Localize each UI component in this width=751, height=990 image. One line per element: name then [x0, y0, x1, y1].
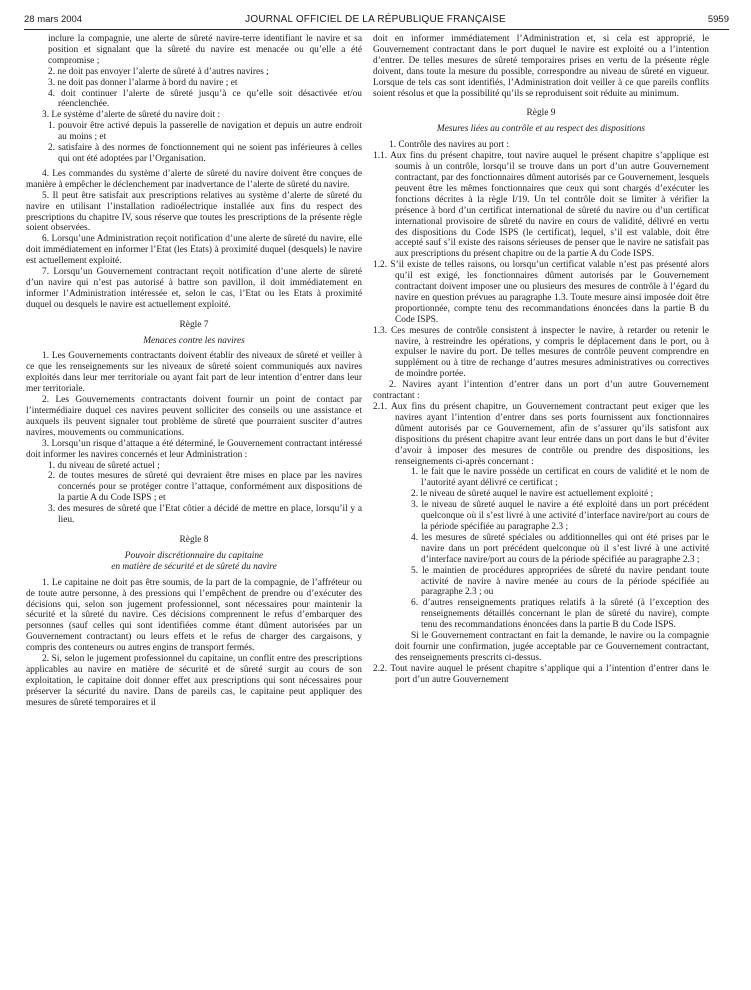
rule-9-subheading: Mesures liées au contrôle et au respect des dispositions — [436, 124, 646, 135]
list-item: 4. les mesures de sûreté spéciales ou additionnelles qui ont été prises par le navire dans un port précédent quelconque où il s’est livré à une activité d’interface navire/port au cours de la période spécifiée au paragraphe 2.3 ; — [411, 532, 709, 565]
list-item: 6. d’autres renseignements pratiques relatifs à la sûreté (à l’exception des renseignements détaillés concernant le plan de sûreté du navire), compte tenu des recommandations énoncées dans la partie B du Code ISPS. — [411, 598, 709, 631]
rule-7-subheading: Menaces contre les navires — [143, 335, 245, 346]
rule-8-subheading: Pouvoir discrétionnaire du capitaine — [124, 550, 264, 561]
list-item: 3. ne doit pas donner l’alarme à bord du navire ; et — [48, 77, 238, 88]
numbered-paragraph: 1.3. Ces mesures de contrôle consistent à inspecter le navire, à retarder ou retenir le navire, à restreindre les opérations, y compris le déplacement dans le port, ou à expulser le navire du port. De telles mesures de contrôle peuvent comprendre en supplément ou à titre de rechange d’autres mesures administratives ou correctives de moindre portée. — [373, 325, 709, 380]
paragraph: inclure la compagnie, une alerte de sûreté navire-terre identifiant le navire et sa position et signalant que la sûreté du navire est menacée ou qu’elle a été compromise ; — [48, 34, 362, 66]
header-rule — [24, 29, 729, 30]
list-item: 2. ne doit pas envoyer l’alerte de sûreté à d’autres navires ; — [48, 66, 269, 77]
header-date: 28 mars 2004 — [24, 14, 83, 25]
paragraph: Si le Gouvernement contractant en fait la demande, le navire ou la compagnie doit fournir une confirmation, jugée acceptable par ce Gouvernement contractant, des renseignements prescrits ci-dessus. — [395, 631, 709, 663]
right-column — [373, 34, 709, 686]
list-item: 4. doit continuer l’alerte de sûreté jusqu’à ce qu’elle soit désactivée et/ou réenclenchée. — [48, 88, 362, 110]
list-item: 3. le niveau de sûreté auquel le navire a été exploité dans un port précédent quelconque où il s’est livré à une activité d’interface navire/port au cours de la période spécifiée au paragraphe 2.3 ; — [411, 500, 709, 532]
list-item: 2. de toutes mesures de sûreté qui devraient être mises en place par les navires concernés pour se protéger contre l’attaque, conformément aux dispositions de la partie A du Code ISPS ; et — [48, 471, 362, 504]
paragraph: 2. Navires ayant l’intention d’entrer dans un port d’un autre Gouvernement contractant : — [373, 380, 709, 402]
paragraph: 3. Le système d’alerte de sûreté du navire doit : — [42, 110, 221, 121]
list-item: 2. le niveau de sûreté auquel le navire est actuellement exploité ; — [411, 489, 654, 500]
rule-7-heading: Règle 7 — [179, 319, 209, 330]
list-item: 3. des mesures de sûreté que l’Etat côtier a décidé de mettre en place, lorsqu’il y a lieu. — [48, 504, 362, 526]
paragraph: 1. Contrôle des navires au port : — [389, 140, 510, 151]
list-item: 2. satisfaire à des normes de fonctionnement qui ne soient pas inférieures à celles qui ont été adoptées par l’Organisation. — [48, 143, 362, 164]
list-item: 1. du niveau de sûreté actuel ; — [48, 460, 160, 471]
paragraph: 1. Les Gouvernements contractants doivent établir des niveaux de sûreté et veiller à ce que les renseignements sur les niveaux de sûreté soient communiqués aux navires exploités dans leur mer territoriale ou ayant fait part de leur intention d’entrer dans leur mer territoriale. — [26, 351, 362, 395]
paragraph: 7. Lorsqu’un Gouvernement contractant reçoit notification d’une alerte de sûreté d’un navire qui n’est pas autorisé à battre son pavillon, il doit immédiatement en informer l’Administration intéressée et, selon le cas, l’Etat ou les Etats à proximité duquel ou desquels le navire est actuellement exploité. — [26, 267, 362, 310]
paragraph: 3. Lorsqu’un risque d’attaque a été déterminé, le Gouvernement contractant intéressé doit informer les navires concernés et leur Administration : — [26, 438, 362, 460]
page-number: 5959 — [707, 14, 729, 25]
journal-title: JOURNAL OFFICIEL DE LA RÉPUBLIQUE FRANÇAISE — [245, 14, 506, 25]
paragraph: 6. Lorsqu’une Administration reçoit notification d’une alerte de sûreté du navire, elle doit immédiatement en informer l’Etat (les Etats) à proximité duquel (desquels) le navire est actuellement exploité. — [26, 234, 362, 267]
paragraph: 5. Il peut être satisfait aux prescriptions relatives au système d’alerte de sûreté du navire en utilisant l’installation radioélectrique installée aux fins du respect des prescriptions du chapitre IV, sous réserve que toutes les prescriptions de la présente règle soient observées. — [26, 190, 362, 234]
paragraph: 1. Le capitaine ne doit pas être soumis, de la part de la compagnie, de l’affréteur ou de toute autre personne, à des pressions qui l’empêchent de prendre ou d’exécuter des décisions qui, selon son jugement professionnel, sont nécessaires pour maintenir la sécurité et la sûreté du navire. Ces décisions comprennent le refus d’embarquer des personnes (sauf celles qui sont identifiées comme étant dûment autorisées par un Gouvernement contractant) ou leurs effets et le refus de charger des cargaisons, y compris des conteneurs ou autres engins de transport fermés. — [26, 577, 362, 654]
list-item: 1. pouvoir être activé depuis la passerelle de navigation et depuis un autre endroit au moins ; et — [48, 121, 362, 143]
paragraph: 4. Les commandes du système d’alerte de sûreté du navire doivent être conçues de manière à empêcher le déclenchement par inadvertance de l’alerte de sûreté du navire. — [26, 168, 362, 190]
paragraph: 2. Les Gouvernements contractants doivent fournir un point de contact par l’intermédiaire duquel ces navires peuvent solliciter des conseils ou une assistance et auxquels ils peuvent signaler tout problème de sûreté que pourraient susciter d’autres navires, mouvements ou communications. — [26, 395, 362, 438]
rule-9-heading: Règle 9 — [526, 108, 556, 119]
rule-8-subheading-2: en matière de sécurité et de sûreté du navire — [111, 561, 277, 572]
list-item: 1. le fait que le navire possède un certificat en cours de validité et le nom de l’autorité ayant délivré ce certificat ; — [411, 467, 709, 489]
list-item: 5. le maintien de procédures appropriées de sûreté du navire pendant toute activité de navire à navire menée au cours de la période spécifiée au paragraphe 2.3 ; ou — [411, 565, 709, 598]
numbered-paragraph: 1.2. S’il existe de telles raisons, ou lorsqu’un certificat valable n’est pas présenté alors qu’il est exigé, les fonctionnaires dûment autorisés par le Gouvernement contractant doivent imposer une ou plusieurs des mesures de contrôle à l’égard du navire en question prévues au paragraphe 1.3. Toute mesure ainsi imposée doit être proportionnée, compte tenu des recommandations énoncées dans la partie B du Code ISPS. — [373, 260, 709, 325]
numbered-paragraph: 1.1. Aux fins du présent chapitre, tout navire auquel le présent chapitre s’applique est soumis à un contrôle, lorsqu’il se trouve dans un port d’un autre Gouvernement contractant, par des fonctionnaires dûment autorisés par ce Gouvernement, lesquels peuvent être les mêmes fonctionnaires que ceux qui sont chargés d’exécuter les fonctions décrites à la règle I/19. Un tel contrôle doit se limiter à vérifier la présence à bord d’un certificat international de sûreté du navire ou d’un certificat international provisoire de sûreté du navire en cours de validité, délivré en vertu des dispositions du Code ISPS (le certificat), lequel, s’il est valable, doit être accepté sauf s’il existe des raisons sérieuses de penser que le navire ne satisfait pas aux prescriptions du présent chapitre ou de la partie A du Code ISPS. — [373, 151, 709, 260]
rule-8-heading: Règle 8 — [179, 534, 209, 545]
paragraph: doit en informer immédiatement l’Administration et, si cela est approprié, le Gouvernement contractant dans le port duquel le navire est exploité ou a l’intention d’entrer. De telles mesures de sûreté temporaires prises en vertu de la présente règle doivent, dans toute la mesure du possible, correspondre au niveau de sûreté en vigueur. Lorsque de tels cas sont identifiés, l’Administration doit veiller à ce que pareils conflits soient résolus et que la possibilité qu’ils se reproduisent soit réduite au minimum. — [373, 34, 709, 99]
left-column — [26, 34, 362, 709]
numbered-paragraph: 2.1. Aux fins du présent chapitre, un Gouvernement contractant peut exiger que les navires ayant l’intention d’entrer dans ses ports fournissent aux fonctionnaires dûment autorisés par ce Gouvernement, afin de s’assurer qu’ils satisfont aux dispositions du présent chapitre avant leur entrée dans un port dans le but d’éviter d’avoir à imposer des mesures de contrôle ou prendre des dispositions, les renseignements ci-après concernant : — [373, 402, 709, 467]
numbered-paragraph: 2.2. Tout navire auquel le présent chapitre s’applique qui a l’intention d’entrer dans le port d’un autre Gouvernement — [373, 663, 709, 685]
paragraph: 2. Si, selon le jugement professionnel du capitaine, un conflit entre des prescriptions applicables au navire en matière de sécurité et de sûreté surgit au cours de son exploitation, le capitaine doit donner effet aux prescriptions qui sont nécessaires pour préserver la sécurité du navire. Dans de pareils cas, le capitaine peut appliquer des mesures de sûreté temporaires et il — [26, 654, 362, 708]
